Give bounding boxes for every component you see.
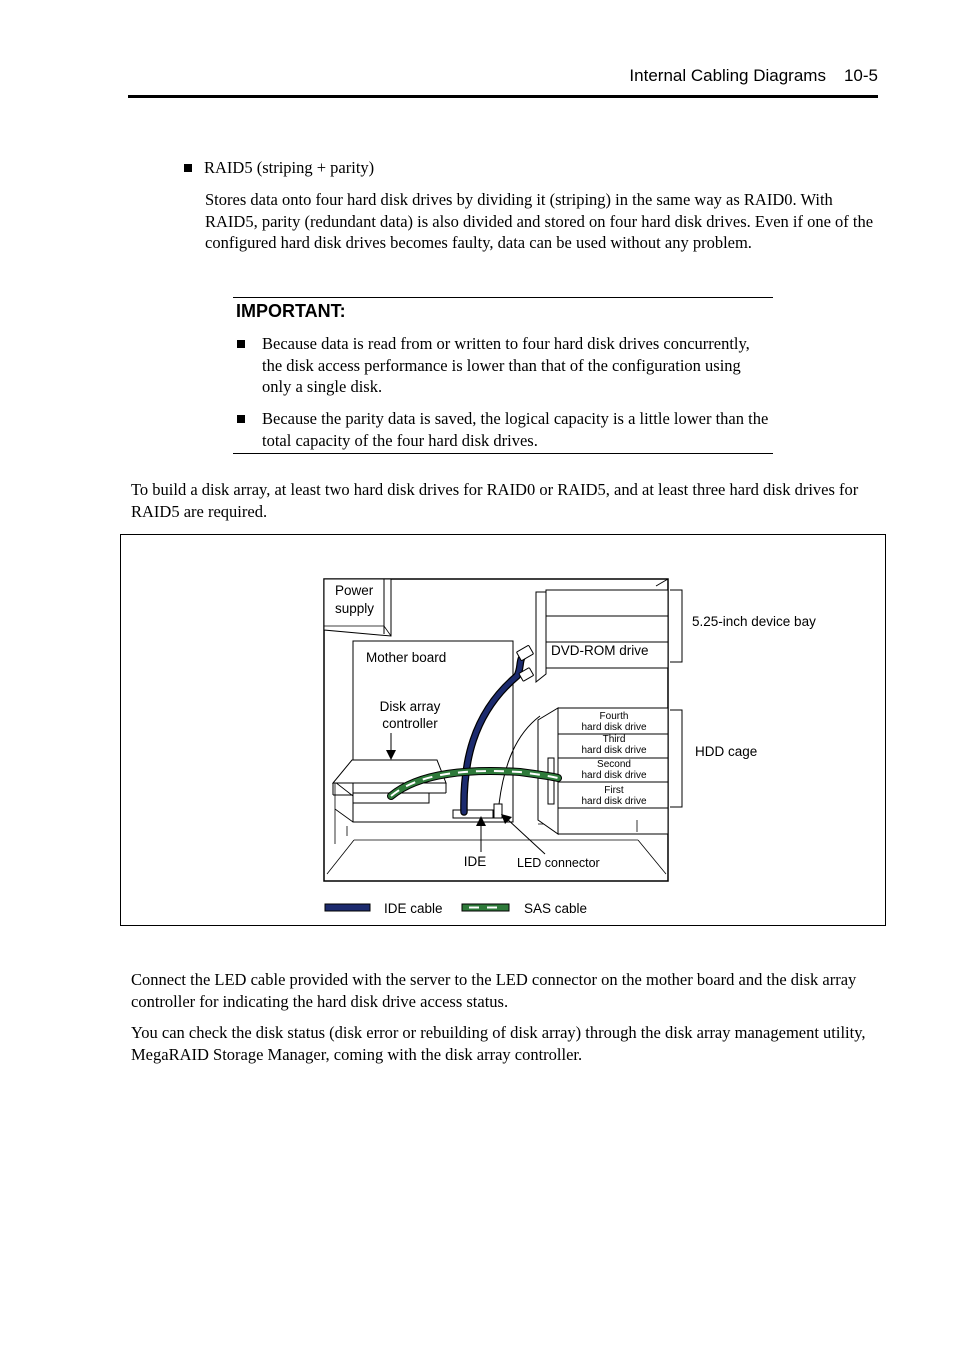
hdd-cage-bracket [670,710,682,807]
header-title: Internal Cabling Diagrams [629,66,826,85]
page-header [128,66,878,86]
hdd-third-label-2: hard disk drive [581,745,647,756]
power-supply-label-1: Power [335,583,374,598]
ide-label: IDE [463,854,487,869]
square-bullet-icon [184,164,192,172]
page-number: 10-5 [843,66,878,85]
status-paragraph: You can check the disk status (disk error or rebuilding of disk array) through the disk array management utility, MegaRAID Storage Manager, coming with the disk array controller. [131,1023,866,1064]
hdd-fourth-label-2: hard disk drive [581,722,647,733]
led-connector [494,804,502,818]
hdd-cage-label: HDD cage [695,744,758,759]
section-paragraph: Stores data onto four hard disk drives by dividing it (striping) in the same way as RAID0. With RAID5, parity (redundant data) is also divided and stored on four hard disk drives. Even if one of the configured hard disk drives becomes faulty, data can be used without any problem. [205,190,874,253]
led-connector-label: LED connector [517,856,600,870]
important-item-text: Because data is read from or written to four hard disk drives concurrently, the disk access performance is lower than that of the configuration using only a single disk. [262,334,750,397]
hdd-second-label-1: Second [597,759,631,770]
square-bullet-icon [237,415,245,423]
header-rule [128,95,878,98]
ide-connector [453,810,493,818]
cabling-diagram [120,534,886,926]
dvd-rom-label: DVD-ROM drive [551,643,649,658]
hdd-second-label-2: hard disk drive [581,770,647,781]
hdd-first-label-1: First [604,785,624,796]
important-item [262,333,772,398]
legend-sas-label: SAS cable [524,901,588,916]
hdd-fourth-label-1: Fourth [599,711,629,722]
square-bullet-icon [237,340,245,348]
section-title-text: RAID5 (striping + parity) [204,158,375,177]
mother-board-label: Mother board [366,650,447,665]
device-bay [536,579,668,682]
intro-paragraph: To build a disk array, at least two hard disk drives for RAID0 or RAID5, and at least three hard disk drives for RAID5 are required. [131,480,859,521]
legend-ide-label: IDE cable [384,901,443,916]
important-item [262,408,772,451]
important-title: IMPORTANT: [236,301,346,321]
important-top-rule [233,297,773,298]
controller-label-1: Disk array [379,699,441,714]
legend-ide-swatch [325,904,370,911]
power-supply-label-2: supply [335,601,375,616]
device-bay-label: 5.25-inch device bay [692,614,816,629]
hdd-third-label-1: Third [602,734,626,745]
section-title [184,158,374,178]
device-bay-bracket [670,590,682,662]
important-bottom-rule [233,453,773,454]
led-paragraph: Connect the LED cable provided with the server to the LED connector on the mother board and the disk array controller for indicating the hard disk drive access status. [131,970,857,1011]
legend [325,901,587,916]
important-item-text: Because the parity data is saved, the logical capacity is a little lower than the total capacity of the four hard disk drives. [262,409,769,450]
hdd-first-label-2: hard disk drive [581,796,647,807]
controller-label-2: controller [382,716,438,731]
